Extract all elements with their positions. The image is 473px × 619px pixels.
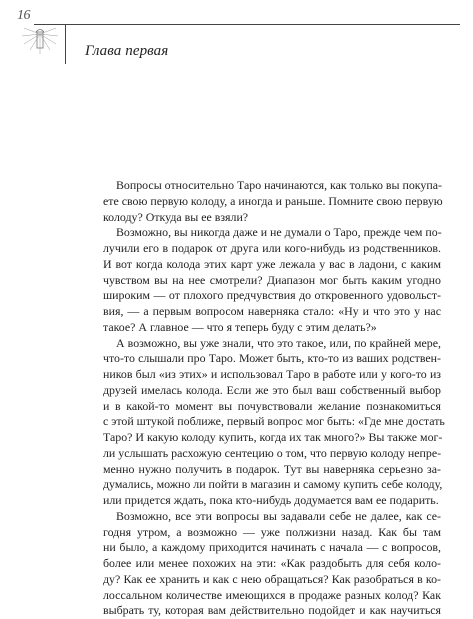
text-line: друзей имелась колода. Если же это был ваш собственный выбор bbox=[103, 382, 441, 397]
text-line: ду? Как ее хранить и как с нею обращаться? Как разобраться в ко- bbox=[103, 571, 441, 586]
text-line: Возможно, все эти вопросы вы задавали себе не далее, как се- bbox=[116, 508, 441, 523]
paragraph-4 bbox=[90, 509, 441, 619]
text-line: колоду? Откуда вы ее взяли? bbox=[103, 209, 249, 224]
text-line: с этой штукой поближе, первый вопрос мог быть: «Где мне достать bbox=[103, 414, 445, 429]
text-line: менно нужно получить в подарок. Тут вы наверняка серьезно за- bbox=[103, 461, 441, 476]
text-line: ете свою первую колоду, а иногда и раньше. Помните свою первую bbox=[103, 193, 443, 208]
text-line: такое? А главное — что я теперь буду с этим делать?» bbox=[103, 319, 377, 334]
text-line: А возможно, вы уже знали, что это такое, или, по крайней мере, bbox=[116, 335, 441, 350]
text-line: ников был «из этих» и использовал Таро в работе или у кого-то из bbox=[103, 367, 441, 381]
text-line: чувством вы на нее смотрели? Диапазон мог быть каким угодно bbox=[103, 272, 441, 287]
text-line: Возможно, вы никогда даже и не думали о Таро, прежде чем по- bbox=[116, 225, 442, 240]
text-line: лучили его в подарок от друга или кого-нибудь из родственников. bbox=[103, 241, 441, 255]
corner-ornament-icon bbox=[14, 6, 66, 86]
chapter-title: Глава первая bbox=[85, 43, 169, 59]
text-line: вия, — а первым вопросом наверняка стало: «Ну и что это у нас bbox=[103, 304, 441, 318]
header-rule bbox=[34, 24, 460, 25]
text-line: годня утром, а возможно — уже полжизни назад. Как бы там bbox=[103, 524, 441, 539]
text-line: лоссальном количестве имеющихся в продаже разных колод? Как bbox=[103, 587, 441, 602]
text-line: или придется ждать, пока кто-нибудь додумается вам ее подарить. bbox=[103, 493, 439, 507]
side-rule bbox=[65, 24, 66, 64]
paragraph-3 bbox=[90, 335, 445, 509]
text-line: что-то слышали про Таро. Может быть, кто-то из ваших родствен- bbox=[103, 351, 441, 366]
text-line: широким — от плохого предчувствия до откровенного удовольст- bbox=[103, 288, 441, 303]
body-text bbox=[90, 178, 445, 619]
paragraph-1 bbox=[90, 178, 441, 225]
text-line: думались, можно ли пойти в магазин и самому купить себе колоду, bbox=[103, 477, 443, 492]
text-line: более или менее похожих на эти: «Как раздобыть для себя коло- bbox=[103, 556, 441, 570]
text-line: ни было, а каждому приходится начинать с начала — с вопросов, bbox=[103, 540, 441, 555]
text-line: выбрать ту, которая вам действительно подойдет и как научиться bbox=[103, 603, 441, 618]
text-line: и в какой-то момент вы почувствовали желание познакомиться bbox=[103, 398, 441, 413]
text-line: И вот когда колода этих карт уже лежала у вас в ладони, с каким bbox=[103, 256, 441, 271]
page-number: 16 bbox=[17, 8, 30, 23]
text-line: ли услышать расхожую сентецию о том, что первую колоду непре- bbox=[103, 445, 442, 460]
paragraph-2 bbox=[90, 225, 441, 335]
text-line: Вопросы относительно Таро начинаются, как только вы покупа- bbox=[116, 178, 442, 192]
text-line: Таро? И какую колоду купить, когда их так много?» Вы также мог- bbox=[103, 430, 443, 444]
